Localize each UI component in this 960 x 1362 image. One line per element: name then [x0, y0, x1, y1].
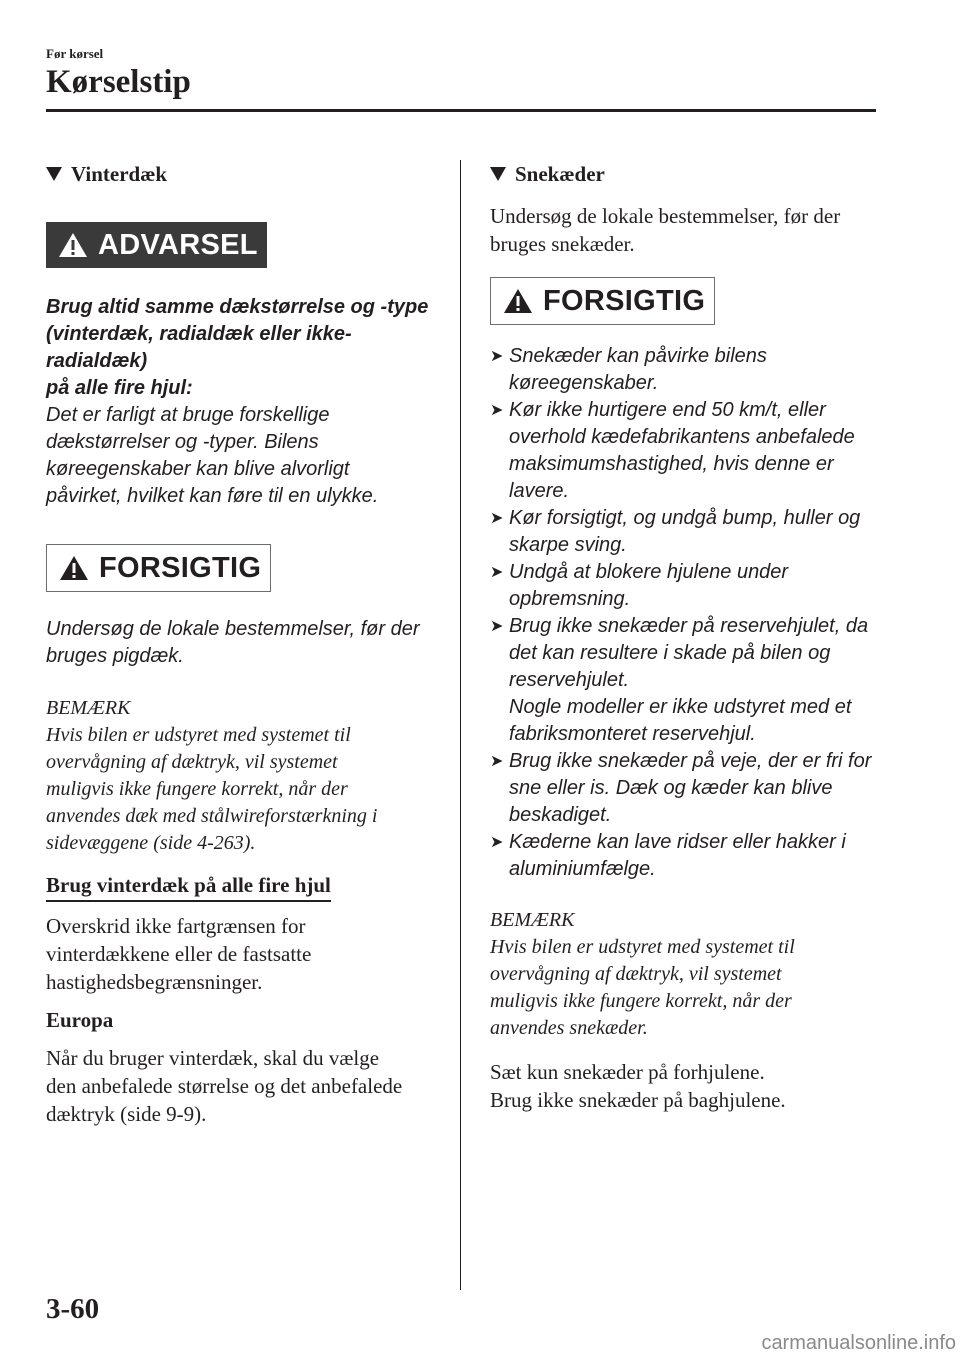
- page-number: 3-60: [46, 1293, 100, 1325]
- caution-label: FORSIGTIG: [99, 551, 262, 584]
- warning-line: påvirket, hvilket kan føre til en ulykke.: [46, 485, 379, 507]
- bullet-line: overhold kædefabrikantens anbefalede: [509, 426, 855, 448]
- caution-banner: [490, 277, 715, 325]
- paragraph-line: bruges snekæder.: [490, 232, 635, 256]
- note-label: BEMÆRK: [46, 697, 131, 719]
- note-line: Hvis bilen er udstyret med systemet til: [490, 936, 795, 958]
- warning-bold-line: (vinterdæk, radialdæk eller ikke-radialdæk): [46, 323, 352, 372]
- warning-line: dækstørrelser og -typer. Bilens: [46, 431, 319, 453]
- bullet-line: maksimumshastighed, hvis denne er: [509, 453, 834, 475]
- paragraph-line: hastighedsbegrænsninger.: [46, 970, 263, 994]
- paragraph-line: Sæt kun snekæder på forhjulene.: [490, 1060, 765, 1084]
- left-column: [46, 160, 441, 1128]
- list-item: [490, 397, 880, 505]
- list-item: [490, 559, 880, 613]
- note-line: muligvis ikke fungere korrekt, når der: [490, 990, 792, 1012]
- arrow-bullet-icon: ➤: [490, 402, 504, 419]
- note-line: muligvis ikke fungere korrekt, når der: [46, 778, 348, 800]
- warning-line: køreegenskaber kan blive alvorligt: [46, 458, 350, 480]
- paragraph-line: Brug ikke snekæder på baghjulene.: [490, 1088, 786, 1112]
- paragraph: [46, 912, 441, 996]
- arrow-bullet-icon: ➤: [490, 618, 504, 635]
- warning-line: Det er farligt at bruge forskellige: [46, 404, 330, 426]
- watermark: carmanualsonline.info: [761, 1332, 956, 1354]
- warning-text: [46, 294, 441, 510]
- note-label: BEMÆRK: [490, 909, 575, 931]
- list-item: [490, 505, 880, 559]
- note-line: Hvis bilen er udstyret med systemet til: [46, 724, 351, 746]
- sub-heading-all-four-wheels: Brug vinterdæk på alle fire hjul: [46, 871, 331, 902]
- caution-banner: [46, 544, 271, 592]
- bullet-line: lavere.: [509, 480, 570, 502]
- paragraph-line: dæktryk (side 9-9).: [46, 1102, 207, 1126]
- bullet-line: opbremsning.: [509, 588, 631, 610]
- list-item: [490, 829, 880, 883]
- bullet-line: sne eller is. Dæk og kæder kan blive: [509, 777, 833, 799]
- warning-banner: [46, 222, 267, 268]
- warning-label: ADVARSEL: [98, 228, 258, 261]
- bullet-line: Brug ikke snekæder på reservehjulet, da: [509, 615, 869, 637]
- bullet-line: Kør forsigtigt, og undgå bump, huller og: [509, 507, 861, 529]
- section-heading-snow-chains: [490, 160, 880, 188]
- europe-label: Europa: [46, 1008, 114, 1032]
- triangle-bullet-icon: [490, 167, 506, 181]
- header-rule: [46, 109, 876, 112]
- section-heading-winter-tires: [46, 160, 441, 188]
- bullet-line: skarpe sving.: [509, 534, 627, 556]
- warning-icon: [59, 555, 89, 581]
- list-item: [490, 613, 880, 748]
- arrow-bullet-icon: ➤: [490, 753, 504, 770]
- bullet-line: fabriksmonteret reservehjul.: [509, 723, 756, 745]
- caution-line: Undersøg de lokale bestemmelser, før der: [46, 618, 420, 640]
- note-line: overvågning af dæktryk, vil systemet: [46, 751, 338, 773]
- warning-bold-line: Brug altid samme dækstørrelse og -type: [46, 296, 429, 318]
- bullet-line: beskadiget.: [509, 804, 612, 826]
- note-line: sidevæggene (side 4-263).: [46, 832, 256, 854]
- bullet-line: Undgå at blokere hjulene under: [509, 561, 789, 583]
- note-line: overvågning af dæktryk, vil systemet: [490, 963, 782, 985]
- note-block: [490, 907, 880, 1042]
- paragraph-line: vinterdækkene eller de fastsatte: [46, 942, 312, 966]
- arrow-bullet-icon: ➤: [490, 348, 504, 365]
- note-line: anvendes snekæder.: [490, 1017, 648, 1039]
- arrow-bullet-icon: ➤: [490, 564, 504, 581]
- heading-text: Vinterdæk: [71, 162, 168, 186]
- triangle-bullet-icon: [46, 167, 62, 181]
- outro-paragraph: [490, 1058, 880, 1114]
- intro-paragraph: [490, 202, 880, 258]
- header-section: Før kørsel: [46, 46, 104, 61]
- bullet-line: Snekæder kan påvirke bilens: [509, 345, 767, 367]
- bullet-line: køreegenskaber.: [509, 372, 659, 394]
- paragraph-line: Når du bruger vinterdæk, skal du vælge: [46, 1046, 380, 1070]
- paragraph-line: den anbefalede størrelse og det anbefalede: [46, 1074, 403, 1098]
- warning-bold-line: på alle fire hjul:: [46, 377, 193, 399]
- bullet-line: Brug ikke snekæder på veje, der er fri for: [509, 750, 872, 772]
- bullet-line: aluminiumfælge.: [509, 858, 656, 880]
- list-item: [490, 343, 880, 397]
- bullet-line: det kan resultere i skade på bilen og: [509, 642, 831, 664]
- warning-icon: [58, 232, 88, 258]
- paragraph-line: Undersøg de lokale bestemmelser, før der: [490, 204, 841, 228]
- bullet-line: Kæderne kan lave ridser eller hakker i: [509, 831, 846, 853]
- right-column: [490, 160, 880, 1114]
- caution-bullet-list: [490, 343, 880, 883]
- note-block: [46, 695, 441, 857]
- bullet-line: reservehjulet.: [509, 669, 630, 691]
- paragraph: [46, 1044, 441, 1128]
- bullet-line: Nogle modeller er ikke udstyret med et: [509, 696, 852, 718]
- warning-icon: [503, 288, 533, 314]
- heading-text: Snekæder: [515, 162, 605, 186]
- arrow-bullet-icon: ➤: [490, 834, 504, 851]
- caution-line: bruges pigdæk.: [46, 645, 184, 667]
- paragraph-line: Overskrid ikke fartgrænsen for: [46, 914, 306, 938]
- page-title: Kørselstip: [46, 64, 191, 100]
- column-divider: [460, 160, 461, 1290]
- bullet-line: Kør ikke hurtigere end 50 km/t, eller: [509, 399, 826, 421]
- caution-label: FORSIGTIG: [543, 284, 706, 317]
- arrow-bullet-icon: ➤: [490, 510, 504, 527]
- caution-text: [46, 616, 441, 670]
- note-line: anvendes dæk med stålwireforstærkning i: [46, 805, 378, 827]
- list-item: [490, 748, 880, 829]
